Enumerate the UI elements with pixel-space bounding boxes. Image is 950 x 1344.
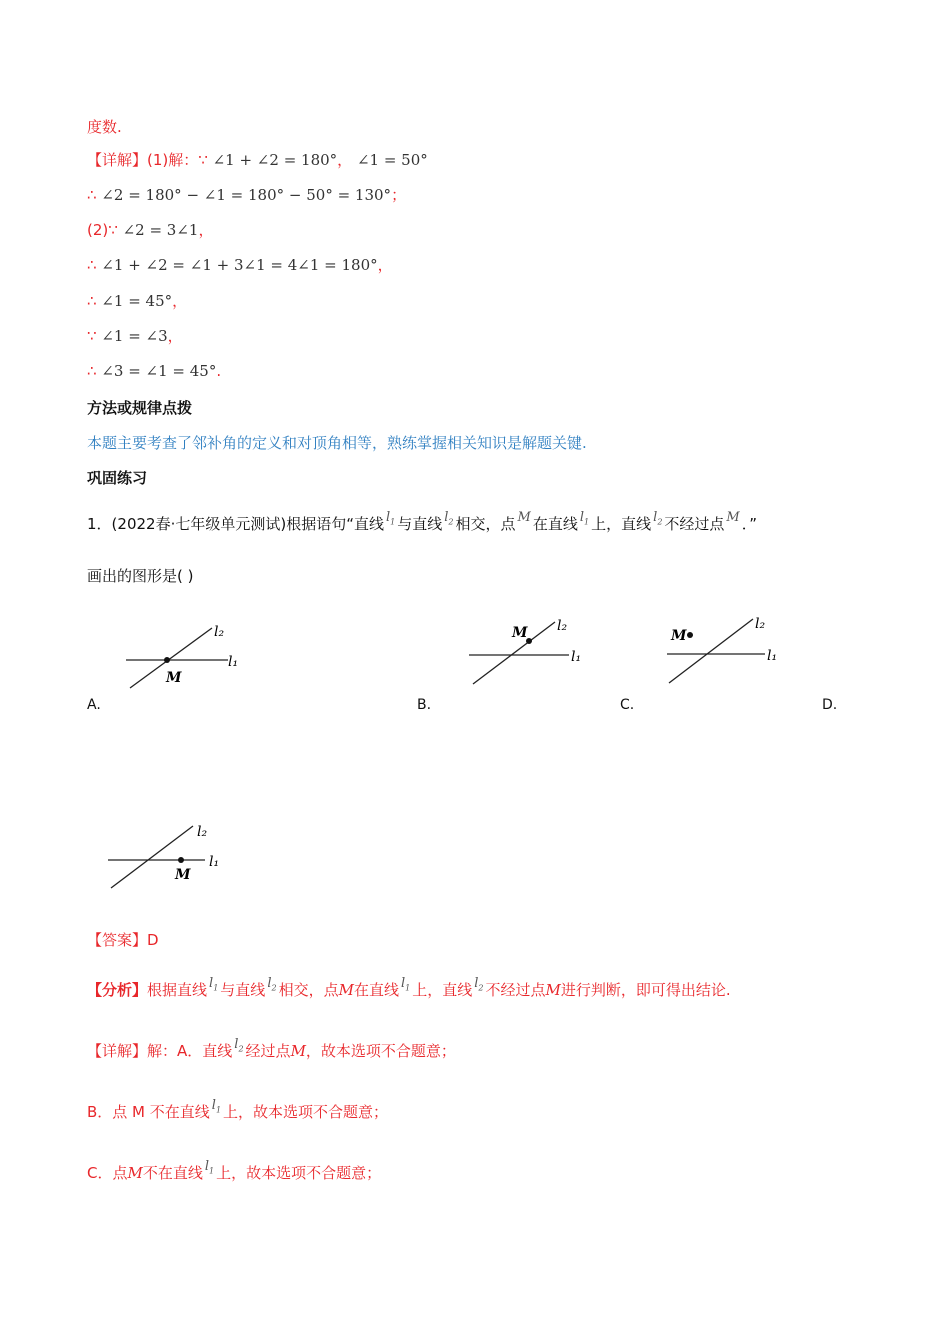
because-symbol: ∵ xyxy=(108,221,118,239)
detail2-c-m: M xyxy=(127,1164,143,1182)
fig-c-point-m xyxy=(687,632,693,638)
q-text-end: ．” xyxy=(741,515,758,533)
analysis-text-2: 与直线 xyxy=(220,981,266,999)
q-text-with: 与直线 xyxy=(397,515,443,533)
detail-line-7 xyxy=(87,360,221,382)
detail2-line-c xyxy=(87,1159,382,1191)
l1-symbol: $l_1$ xyxy=(211,1098,222,1115)
option-a-label: A. xyxy=(87,697,101,713)
fig-b-label-l2: l₂ xyxy=(557,618,568,634)
fig-b-label-l1: l₁ xyxy=(571,649,582,665)
detail2-c-prefix: C．点 xyxy=(87,1164,128,1182)
option-b-label: B. xyxy=(417,697,432,713)
figure-a xyxy=(120,618,250,693)
detail2-a-prefix: 解：A．直线 xyxy=(147,1042,233,1060)
answer-value: D xyxy=(147,931,159,949)
analysis-text-4: 在直线 xyxy=(353,981,399,999)
l1-symbol: $l_1$ xyxy=(204,1159,215,1176)
detail-line-6 xyxy=(87,325,183,347)
method-heading: 方法或规律点拨 xyxy=(87,399,193,417)
answer-line xyxy=(87,929,159,951)
equation-1b: ∠1 = 50° xyxy=(356,151,428,169)
equation-6: ∠1 = ∠3 xyxy=(101,327,168,345)
part1-prefix: (1)解： xyxy=(147,151,199,169)
fig-c-label-l2: l₂ xyxy=(755,616,766,632)
option-c-label: C. xyxy=(620,697,635,713)
detail2-c-mid: 不在直线 xyxy=(142,1164,203,1182)
m-symbol: M xyxy=(726,510,740,525)
comma: ， xyxy=(167,327,183,345)
figure-b xyxy=(465,614,595,689)
question-line-1 xyxy=(87,510,758,542)
question-line-2: 画出的图形是( ) xyxy=(87,567,194,585)
part2-prefix: (2) xyxy=(87,221,109,239)
intro-tail: 度数. xyxy=(87,118,122,136)
detail-line-5 xyxy=(87,290,187,312)
equation-3: ∠2 = 3∠1 xyxy=(122,221,199,239)
analysis-text-3: 相交，点 xyxy=(278,981,339,999)
l2-symbol: $l_2$ xyxy=(267,976,277,993)
question-source: 1．(2022春·七年级单元测试)根据语句“直线 xyxy=(87,515,384,533)
figure-d xyxy=(105,820,235,895)
fig-c-label-l1: l₁ xyxy=(767,648,778,664)
fig-a-label-l2: l₂ xyxy=(214,624,225,640)
detail2-b-end: 上，故本选项不合题意； xyxy=(223,1103,389,1121)
comma: ， xyxy=(172,292,188,310)
analysis-text-1: 根据直线 xyxy=(147,981,208,999)
equation-2: ∠2 = 180° − ∠1 = 180° − 50° = 130° xyxy=(101,186,392,204)
detail-line-3 xyxy=(87,219,213,241)
analysis-line xyxy=(87,976,731,1008)
fig-d-label-l2: l₂ xyxy=(197,824,208,840)
l1-symbol: $l_1$ xyxy=(209,976,219,993)
q-text-not-pass: 不经过点 xyxy=(664,515,725,533)
detail-line-2 xyxy=(87,184,406,206)
l2-symbol: $l_2$ xyxy=(234,1037,244,1054)
comma: ， xyxy=(337,151,353,169)
detail-line-1 xyxy=(87,149,428,171)
detail2-a-mid: 经过点 xyxy=(245,1042,291,1060)
therefore-symbol: ∴ xyxy=(87,256,97,274)
m-symbol: M xyxy=(517,510,531,525)
l2-symbol: $l_2$ xyxy=(444,510,454,527)
period: . xyxy=(216,362,222,380)
analysis-m: M xyxy=(338,981,354,999)
l2-symbol: $l_2$ xyxy=(653,510,663,527)
fig-a-point-m xyxy=(164,657,170,663)
detail2-a-m: M xyxy=(290,1042,306,1060)
analysis-text-5: 上，直线 xyxy=(412,981,473,999)
because-symbol: ∵ xyxy=(87,327,97,345)
comma: ， xyxy=(377,256,393,274)
method-text: 本题主要考查了邻补角的定义和对顶角相等，熟练掌握相关知识是解题关键. xyxy=(87,434,587,452)
analysis-text-6: 不经过点 xyxy=(485,981,546,999)
detail-line-4 xyxy=(87,254,393,276)
figure-c xyxy=(665,612,795,687)
analysis-m: M xyxy=(545,981,561,999)
fig-c-label-m: M xyxy=(671,628,687,644)
q-text-intersect: 相交，点 xyxy=(455,515,516,533)
answer-label: 【答案】 xyxy=(87,931,148,949)
detail2-a-end: ，故本选项不合题意； xyxy=(305,1042,456,1060)
l1-symbol: $l_1$ xyxy=(400,976,411,993)
comma: ， xyxy=(198,221,214,239)
detail2-b-prefix: B．点 M 不在直线 xyxy=(87,1103,210,1121)
therefore-symbol: ∴ xyxy=(87,292,97,310)
detail2-line-a xyxy=(87,1037,456,1069)
fig-b-label-m: M xyxy=(512,625,528,641)
equation-4: ∠1 + ∠2 = ∠1 + 3∠1 = 4∠1 = 180° xyxy=(101,256,378,274)
equation-7: ∠3 = ∠1 = 45° xyxy=(101,362,217,380)
practice-heading: 巩固练习 xyxy=(87,469,148,487)
analysis-label: 【分析】 xyxy=(87,981,148,999)
l2-symbol: $l_2$ xyxy=(474,976,484,993)
fig-a-label-l1: l₁ xyxy=(228,654,239,670)
therefore-symbol: ∴ xyxy=(87,362,97,380)
option-d-label: D. xyxy=(822,697,838,713)
detail2-c-end: 上，故本选项不合题意； xyxy=(216,1164,382,1182)
equation-1a: ∠1 + ∠2 = 180° xyxy=(212,151,338,169)
fig-d-point-m xyxy=(178,857,184,863)
q-text-on: 在直线 xyxy=(532,515,578,533)
analysis-text-7: 进行判断，即可得出结论. xyxy=(560,981,731,999)
semicolon: ； xyxy=(391,186,407,204)
l1-symbol: $l_1$ xyxy=(579,510,590,527)
q-text-on-end: 上，直线 xyxy=(591,515,652,533)
equation-5: ∠1 = 45° xyxy=(101,292,173,310)
detail-label: 【详解】 xyxy=(87,151,148,169)
detail2-label: 【详解】 xyxy=(87,1042,148,1060)
therefore-symbol: ∴ xyxy=(87,186,97,204)
fig-a-label-m: M xyxy=(166,670,182,686)
detail2-line-b xyxy=(87,1098,389,1130)
fig-d-label-l1: l₁ xyxy=(209,854,220,870)
l1-symbol: $l_1$ xyxy=(385,510,396,527)
fig-d-label-m: M xyxy=(175,867,191,883)
because-symbol: ∵ xyxy=(198,151,208,169)
